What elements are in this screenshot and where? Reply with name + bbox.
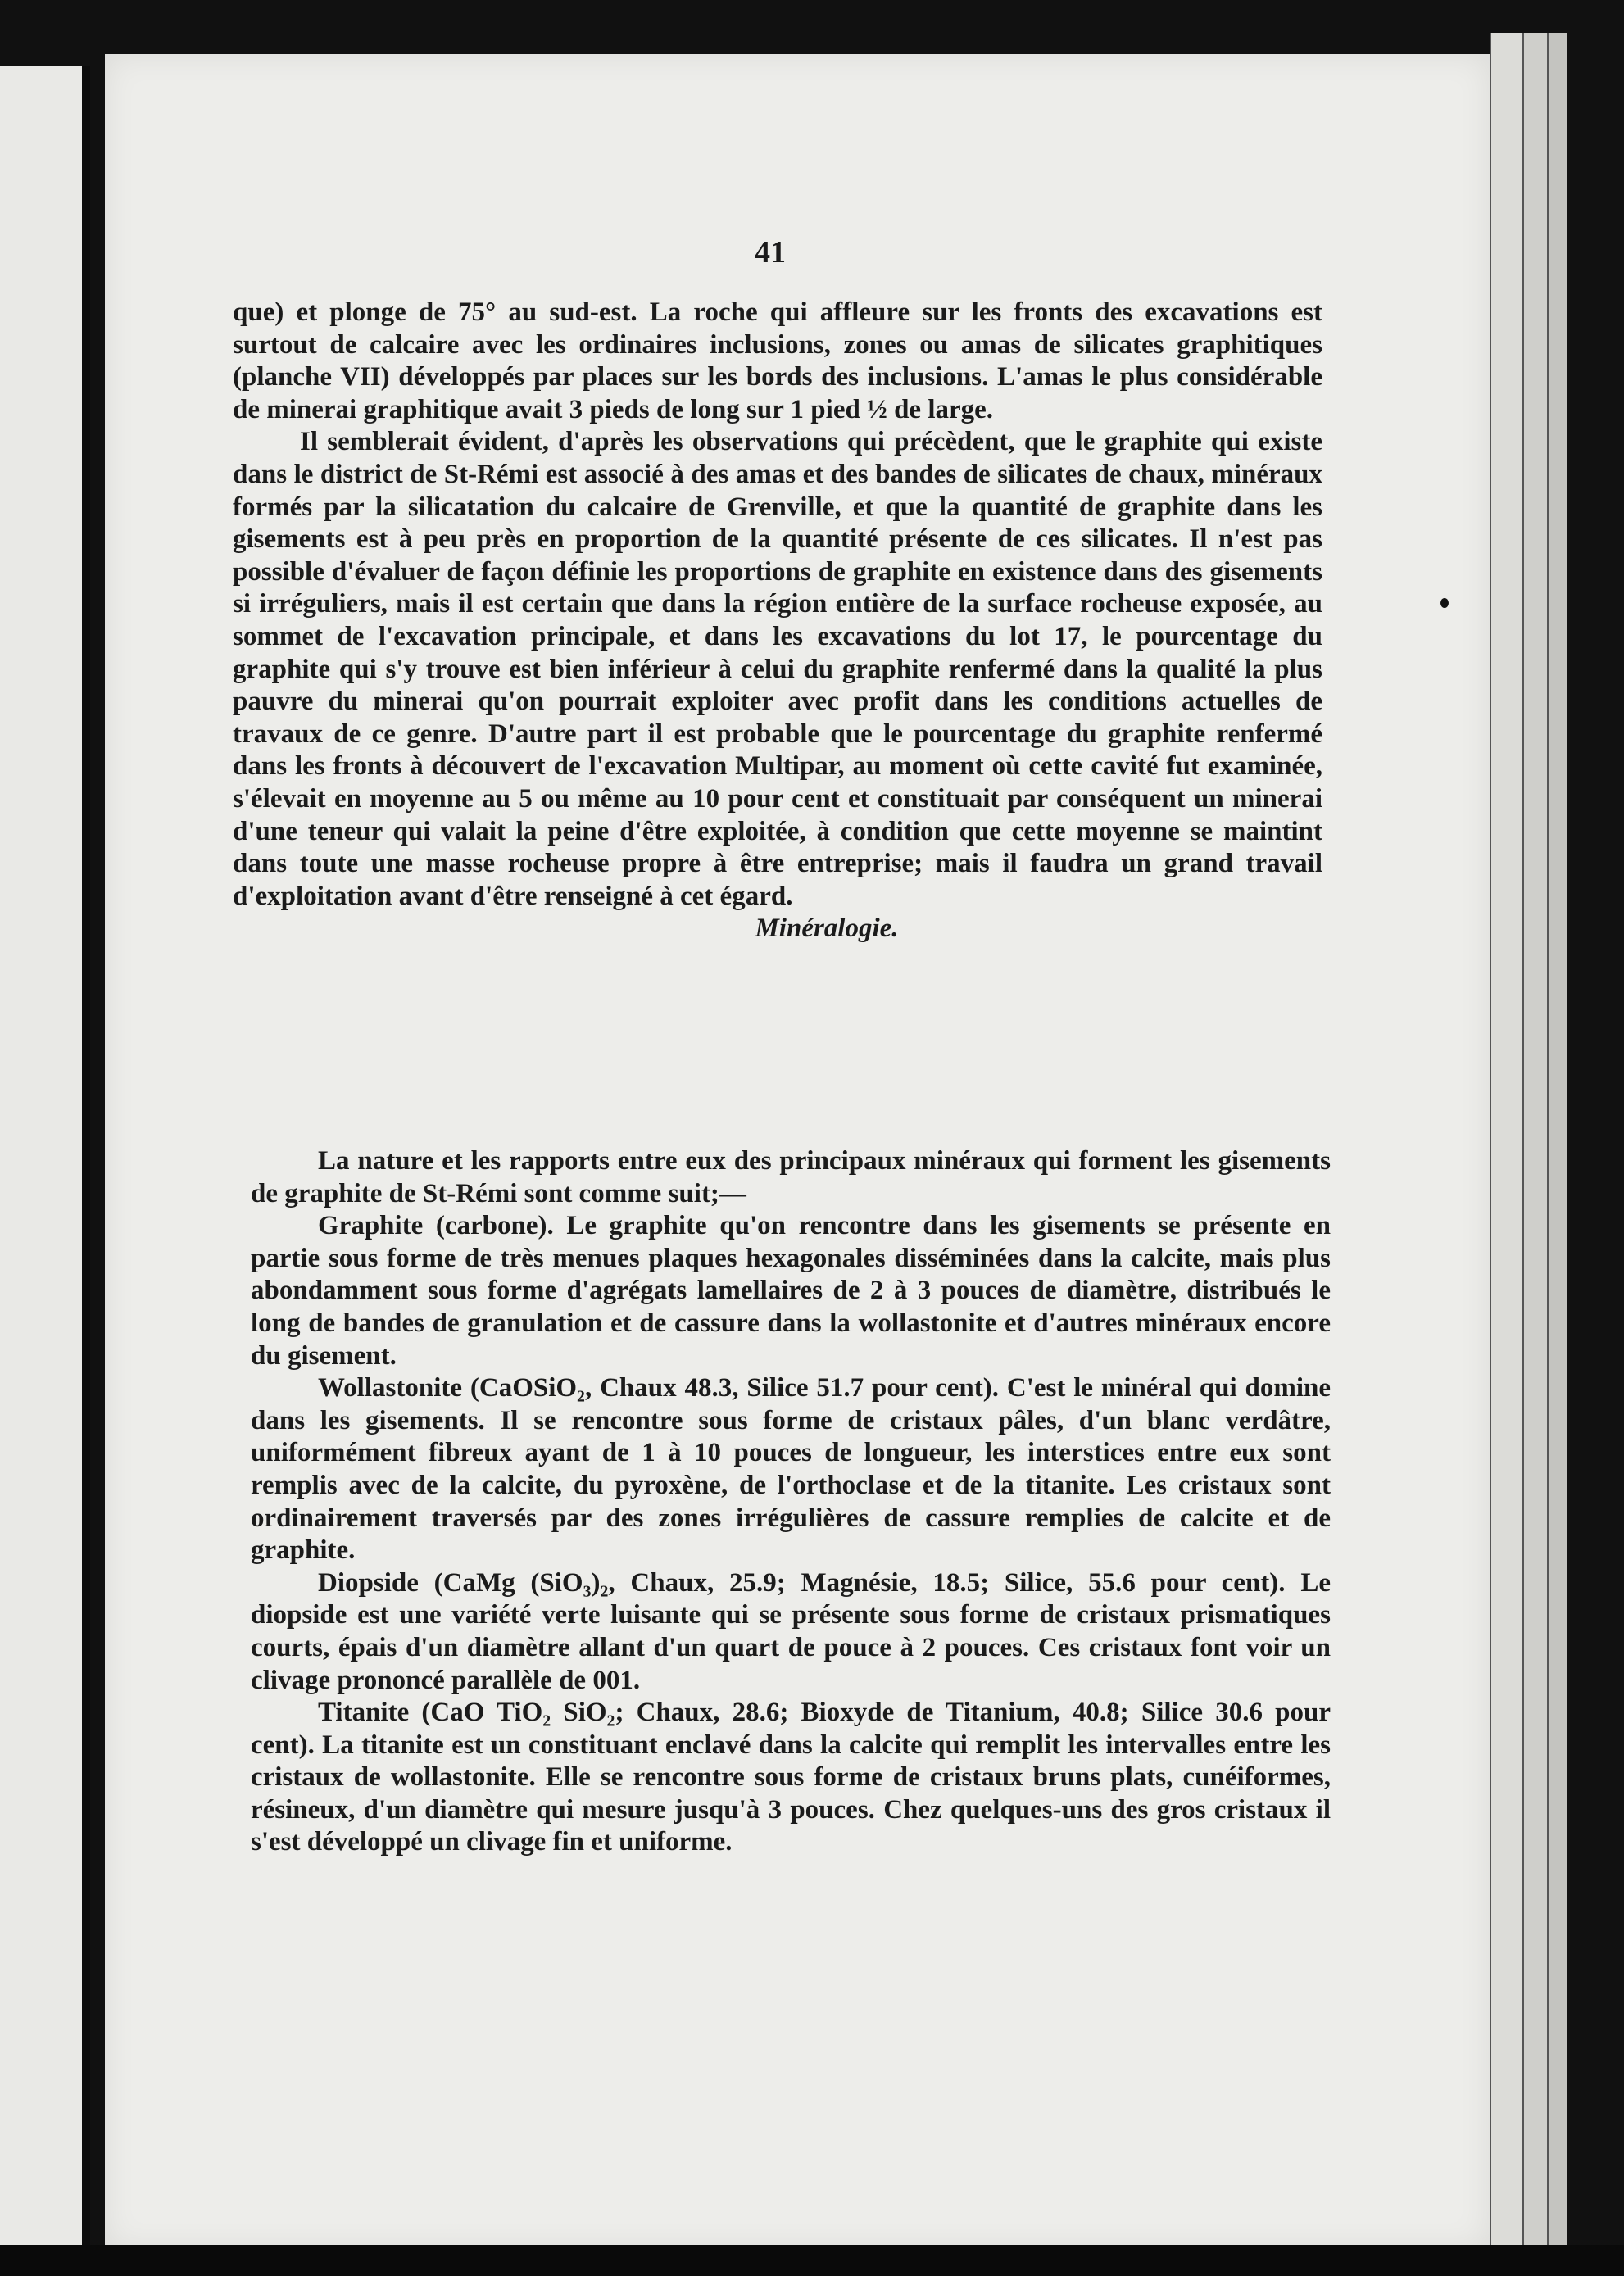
paragraph: Diopside (CaMg (SiO₃)₂, Chaux, 25.9; Magnésie, 18.5; Silice, 55.6 pour cent). Le diopside est une variété verte luisante qui se présente sous forme de cristaux prismatiques courts, épais d'un diamètre allant d'un quart de pouce à 2 pouces. Ces cristaux font voir un clivage prononcé parallèle de 001. [251,1567,1331,1695]
lower-text-block [251,1145,1331,1859]
paragraph: Il semblerait évident, d'après les observations qui précèdent, que le graphite qui existe dans le district de St-Rémi est associé à des amas et des bandes de silicates de chaux, minéraux formés par la silicatation du calcaire de Grenville, et que la quantité de graphite dans les gisements est à peu près en proportion de la quantité présente de ces silicates. Il n'est pas possible d'évaluer de façon définie les proportions de graphite en existence dans des gisements si irréguliers, mais il est certain que dans la région entière de la surface rocheuse exposée, au sommet de l'excavation principale, et dans les excavations du lot 17, le pourcentage du graphite qui s'y trouve est bien inférieur à celui du graphite renfermé dans la qualité la plus pauvre du minerai qu'on pourrait exploiter avec profit dans les conditions actuelles de travaux de ce genre. D'autre part il est probable que le pourcentage du graphite renfermé dans les fronts à découvert de l'excavation Multipar, au moment où cette cavité fut examinée, s'élevait en moyenne au 5 ou même au 10 pour cent et constituait par conséquent un minerai d'une teneur qui valait la peine d'être exploitée, à condition que cette moyenne se maintint dans toute une masse rocheuse propre à être entreprise; mais il faudra un grand travail d'exploitation avant d'être renseigné à cet égard. [233,427,1322,911]
section-heading: Minéralogie. [755,914,899,944]
paragraph: que) et plonge de 75° au sud-est. La roche qui affleure sur les fronts des excavations est surtout de calcaire avec les ordinaires inclusions, zones ou amas de silicates graphitiques (planche VII) développés par places sur les bords des inclusions. L'amas le plus considérable de minerai graphitique avait 3 pieds de long sur 1 pied ½ de large. [233,297,1322,424]
page-number: 41 [755,235,786,270]
page-stack-edge [1522,33,1549,2245]
page-stack-edge [1490,33,1524,2245]
scan-speck [1440,598,1449,608]
paragraph: Titanite (CaO TiO₂ SiO₂; Chaux, 28.6; Bioxyde de Titanium, 40.8; Silice 30.6 pour cent). La titanite est un constituant enclavé dans la calcite qui remplit les intervalles entre les cristaux de wollastonite. Elle se rencontre sous forme de cristaux bruns plats, cunéiformes, résineux, d'un diamètre qui mesure jusqu'à 3 pouces. Chez quelques-uns des gros cristaux il s'est développé un clivage fin et uniforme. [251,1698,1331,1857]
upper-text-block [233,297,1322,978]
paragraph: La nature et les rapports entre eux des principaux minéraux qui forment les gisements de graphite de St-Rémi sont comme suit;— [251,1146,1331,1208]
paragraph: Graphite (carbone). Le graphite qu'on rencontre dans les gisements se présente en partie sous forme de très menues plaques hexagonales disséminées dans la calcite, mais plus abondamment sous forme d'agrégats lamellaires de 2 à 3 pouces de diamètre, distribués le long de bandes de granulation et de cassure dans la wollastonite et d'autres minéraux encore du gisement. [251,1211,1331,1371]
paragraph: Wollastonite (CaOSiO₂, Chaux 48.3, Silice 51.7 pour cent). C'est le minéral qui domine dans les gisements. Il se rencontre sous forme de cristaux pâles, d'un blanc verdâtre, uniformément fibreux ayant de 1 à 10 pouces de longueur, les interstices entre eux sont remplis avec de la calcite, du pyroxène, de l'orthoclase et de la titanite. Les cristaux sont ordinairement traversés par des zones irrégulières de cassure remplies de calcite et de graphite. [251,1373,1331,1566]
left-page-edge [0,66,90,2245]
page-stack-edge [1547,33,1567,2245]
scan-bottom-border [0,2245,1624,2276]
